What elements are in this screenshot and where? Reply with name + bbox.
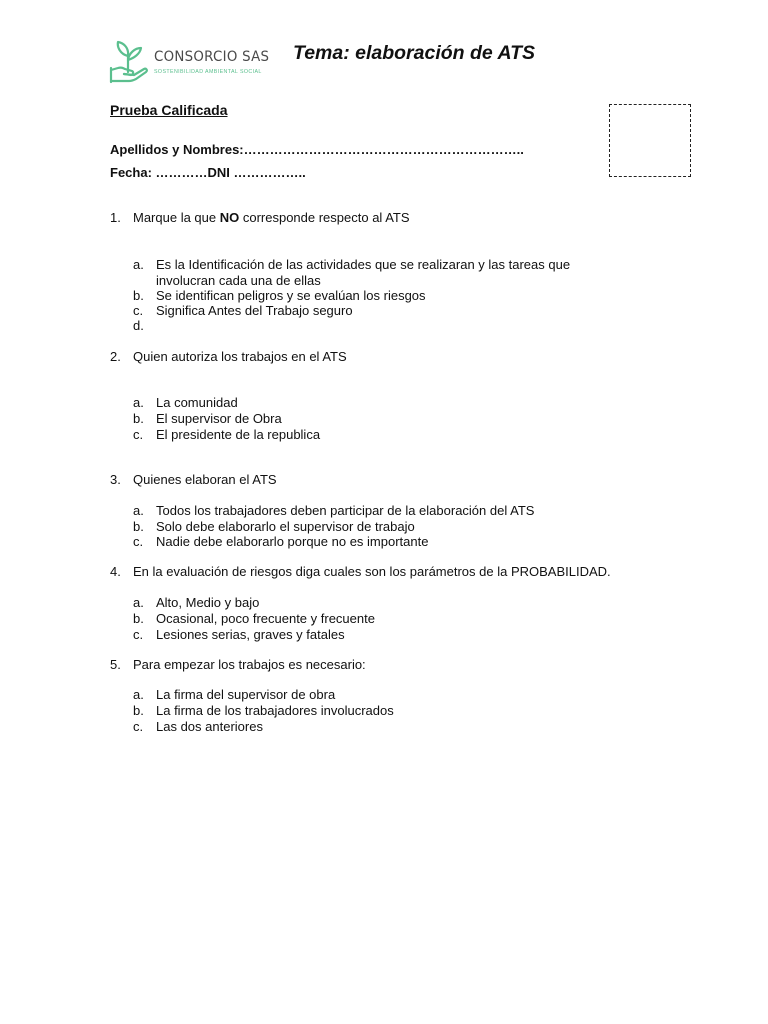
- option-text: Nadie debe elaborarlo porque no es importante: [156, 534, 429, 549]
- company-logo: [108, 38, 270, 86]
- option-text: Se identifican peligros y se evalúan los riesgos: [156, 288, 426, 303]
- option-text: Ocasional, poco frecuente y frecuente: [156, 611, 375, 626]
- option-text: La comunidad: [156, 395, 238, 410]
- question-number: 1.: [110, 210, 121, 225]
- option-4a: [133, 595, 259, 611]
- option-3c: [133, 534, 428, 550]
- option-2a: [133, 395, 238, 411]
- option-1c: [133, 303, 353, 319]
- option-text-continued: involucran cada una de ellas: [156, 272, 321, 288]
- option-5b: [133, 703, 394, 719]
- option-letter: c.: [133, 427, 144, 442]
- option-letter: c.: [133, 719, 144, 734]
- option-letter: a.: [133, 503, 144, 518]
- option-letter: a.: [133, 395, 144, 410]
- option-letter: d.: [133, 318, 144, 333]
- option-letter: b.: [133, 519, 144, 534]
- option-text: La firma del supervisor de obra: [156, 687, 336, 702]
- question-text-before: Marque la que: [133, 210, 220, 225]
- option-letter: b.: [133, 411, 144, 426]
- option-text: Significa Antes del Trabajo seguro: [156, 303, 353, 318]
- option-1d: [133, 318, 156, 334]
- photo-box: [609, 104, 691, 177]
- question-number: 3.: [110, 472, 121, 487]
- option-letter: b.: [133, 288, 144, 303]
- option-text: Todos los trabajadores deben participar de la elaboración del ATS: [156, 503, 535, 518]
- question-2: [110, 349, 347, 364]
- option-text: El supervisor de Obra: [156, 411, 282, 426]
- question-number: 5.: [110, 657, 121, 672]
- option-3b: [133, 519, 415, 535]
- question-1: [110, 210, 410, 225]
- date-dni-field: Fecha: …………DNI ……………..: [110, 165, 306, 180]
- option-4b: [133, 611, 375, 627]
- option-text: Las dos anteriores: [156, 719, 263, 734]
- question-4: [110, 564, 611, 579]
- logo-tagline: SOSTENIBILIDAD AMBIENTAL SOCIAL: [154, 69, 262, 75]
- names-field: Apellidos y Nombres:………………………………………………………..: [110, 142, 524, 157]
- page-title: Tema: elaboración de ATS: [293, 42, 535, 64]
- question-5: [110, 657, 366, 672]
- question-number: 4.: [110, 564, 121, 579]
- option-letter: a.: [133, 595, 144, 610]
- option-text: El presidente de la republica: [156, 427, 321, 442]
- option-text: La firma de los trabajadores involucrados: [156, 703, 394, 718]
- question-text: En la evaluación de riesgos diga cuales son los parámetros de la PROBABILIDAD.: [133, 564, 611, 579]
- option-letter: c.: [133, 627, 144, 642]
- question-number: 2.: [110, 349, 121, 364]
- option-1a: [133, 257, 570, 288]
- option-letter: b.: [133, 611, 144, 626]
- question-text: Quienes elaboran el ATS: [133, 472, 277, 487]
- option-1b: [133, 288, 426, 304]
- option-5a: [133, 687, 335, 703]
- option-letter: c.: [133, 534, 144, 549]
- option-letter: a.: [133, 257, 144, 272]
- question-text-bold: NO: [219, 210, 240, 225]
- hand-plant-icon: [108, 38, 152, 84]
- option-text: Solo debe elaborarlo el supervisor de trabajo: [156, 519, 415, 534]
- option-letter: a.: [133, 687, 144, 702]
- exam-subtitle: Prueba Calificada: [110, 102, 228, 118]
- option-5c: [133, 719, 263, 735]
- question-text-after: corresponde respecto al ATS: [239, 210, 410, 225]
- option-letter: c.: [133, 303, 144, 318]
- logo-name: CONSORCIO SAS: [154, 49, 270, 65]
- option-text: Es la Identificación de las actividades que se realizaran y las tareas que: [156, 257, 571, 272]
- question-3: [110, 472, 277, 487]
- question-text: Para empezar los trabajos es necesario:: [133, 657, 366, 672]
- option-text: Alto, Medio y bajo: [156, 595, 260, 610]
- option-2c: [133, 427, 320, 443]
- option-4c: [133, 627, 345, 643]
- question-text: Quien autoriza los trabajos en el ATS: [133, 349, 347, 364]
- option-2b: [133, 411, 282, 427]
- option-letter: b.: [133, 703, 144, 718]
- option-text: Lesiones serias, graves y fatales: [156, 627, 345, 642]
- option-3a: [133, 503, 534, 519]
